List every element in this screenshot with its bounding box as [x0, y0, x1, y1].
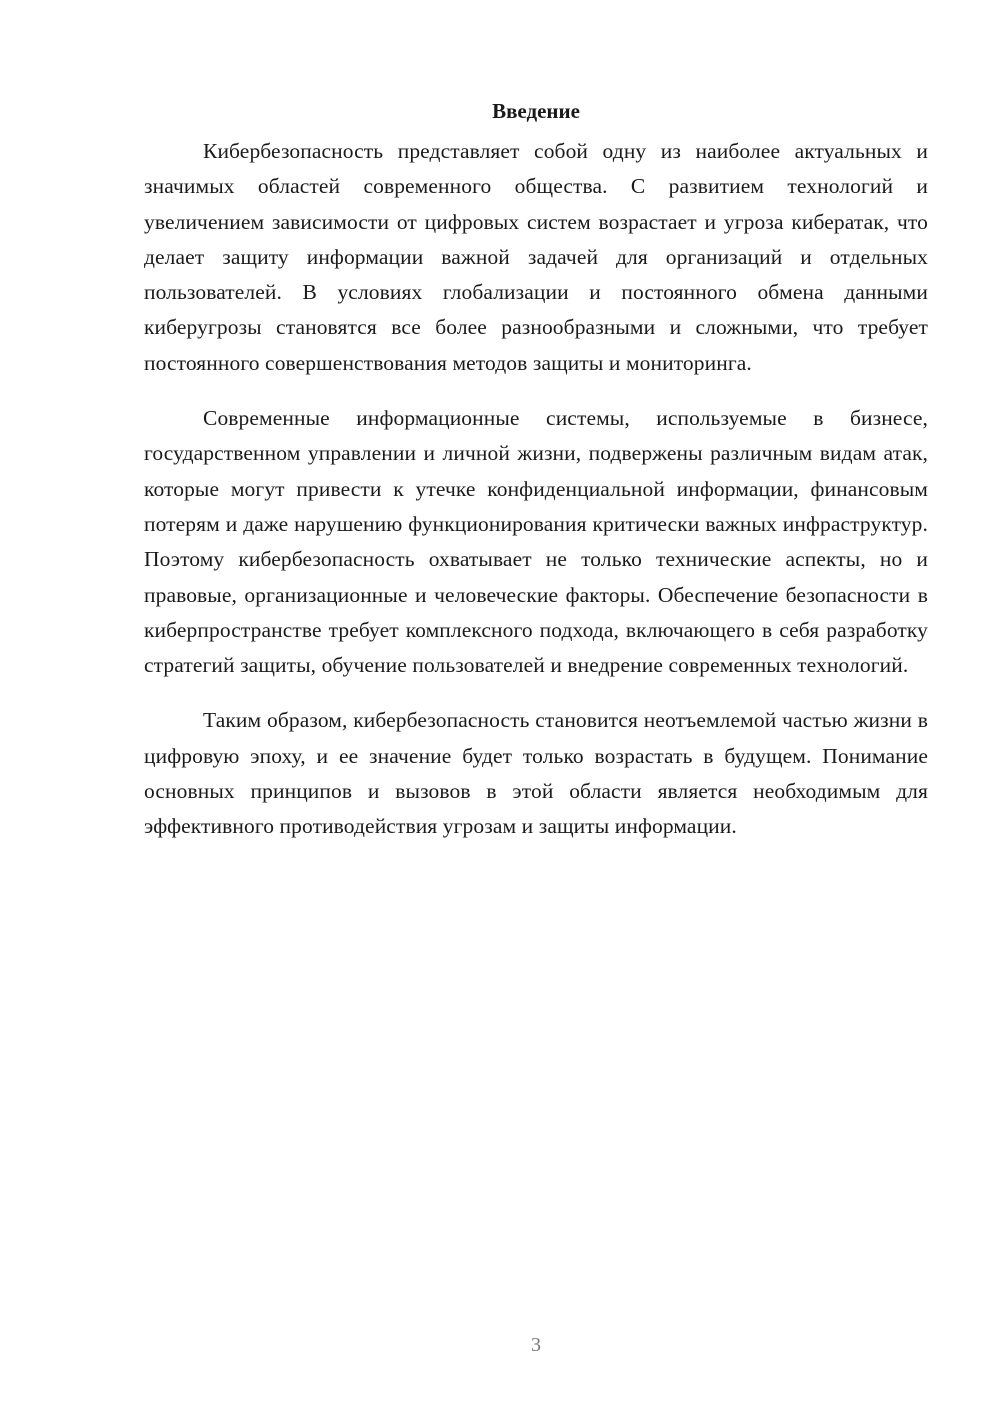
page-number: 3: [531, 1334, 541, 1356]
paragraph-3: Таким образом, кибербезопасность становится неотъемлемой частью жизни в цифровую эпоху, и ее значение будет только возрастать в будущем. Понимание основных принципов и вызовов в этой области является необходимым для эффективного противодействия угрозам и защиты информации.: [144, 708, 928, 839]
section-title: Введение: [492, 99, 580, 123]
paragraph-2: Современные информационные системы, используемые в бизнесе, государственном управлении и личной жизни, подвержены различным видам атак, которые могут привести к утечке конфиденциальной информации, финансовым потерям и даже нарушению функционирования критически важных инфраструктур. Поэтому кибербезопасность охватывает не только технические аспекты, но и правовые, организационные и человеческие факторы. Обеспечение безопасности в киберпространстве требует комплексного подхода, включающего в себя разработку стратегий защиты, обучение пользователей и внедрение современных технологий.: [144, 406, 928, 678]
page-content: [144, 96, 928, 865]
paragraph-1: Кибербезопасность представляет собой одну из наиболее актуальных и значимых областей современного общества. С развитием технологий и увеличением зависимости от цифровых систем возрастает и угроза кибератак, что делает защиту информации важной задачей для организаций и отдельных пользователей. В условиях глобализации и постоянного обмена данными киберугрозы становятся все более разнообразными и сложными, что требует постоянного совершенствования методов защиты и мониторинга.: [144, 139, 928, 375]
